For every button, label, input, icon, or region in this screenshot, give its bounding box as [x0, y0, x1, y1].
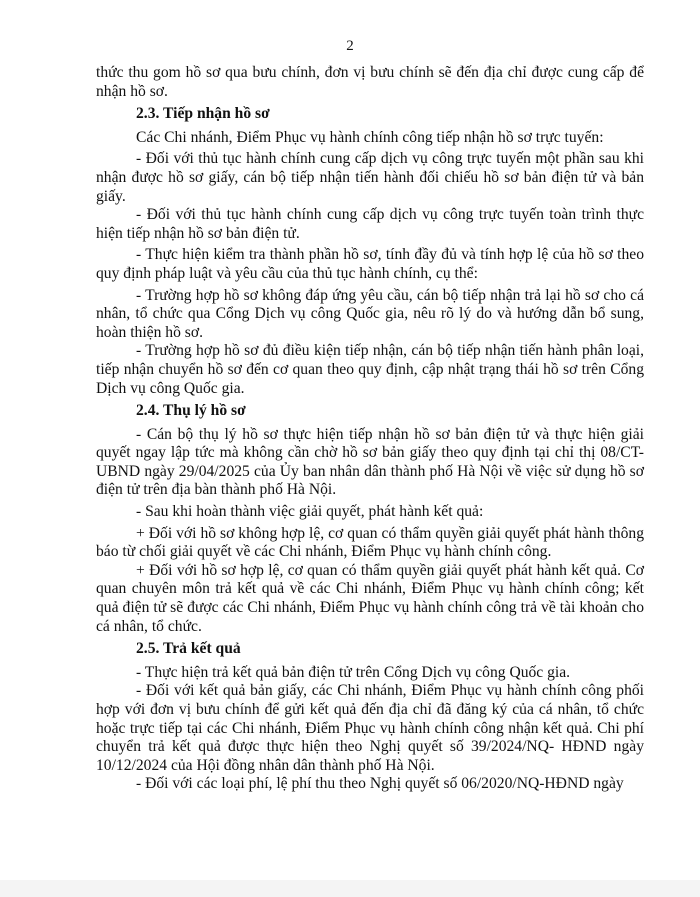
paragraph: - Đối với thủ tục hành chính cung cấp dịch vụ công trực tuyến một phần sau khi nhận được hồ sơ giấy, cán bộ tiếp nhận tiến hành đối chiếu hồ sơ bản điện tử và bản giấy. — [96, 150, 644, 205]
paragraph-continuation: thức thu gom hồ sơ qua bưu chính, đơn vị bưu chính sẽ đến địa chỉ được cung cấp để nhận hồ sơ. — [96, 64, 644, 100]
paragraph: - Đối với thủ tục hành chính cung cấp dịch vụ công trực tuyến toàn trình thực hiện tiếp nhận hồ sơ bản điện tử. — [96, 206, 644, 242]
section-heading-2-3: 2.3. Tiếp nhận hồ sơ — [136, 105, 270, 123]
paragraph: - Trường hợp hồ sơ đủ điều kiện tiếp nhận, cán bộ tiếp nhận tiến hành phân loại, tiếp nhận chuyển hồ sơ đến cơ quan theo quy định, cập nhật trạng thái hồ sơ trên Cổng Dịch vụ công Quốc gia. — [96, 342, 644, 397]
document-body — [96, 64, 644, 794]
paragraph: - Thực hiện trả kết quả bản điện tử trên Cổng Dịch vụ công Quốc gia. — [136, 663, 571, 681]
section-heading-2-4: 2.4. Thụ lý hồ sơ — [136, 402, 246, 420]
paragraph: - Đối với kết quả bản giấy, các Chi nhánh, Điểm Phục vụ hành chính công phối hợp với đơn vị bưu chính để gửi kết quả đến địa chỉ đã đăng ký của cá nhân, tổ chức hoặc trực tiếp tại các Chi nhánh, Điểm Phục vụ hành chính công nhận kết quả. Chi phí chuyển trả kết quả được thực hiện theo Nghị quyết số 39/2024/NQ- HĐND ngày 10/12/2024 của Hội đồng nhân dân thành phố Hà Nội. — [96, 682, 644, 774]
paragraph: + Đối với hồ sơ không hợp lệ, cơ quan có thẩm quyền giải quyết phát hành thông báo từ chối giải quyết về các Chi nhánh, Điểm Phục vụ hành chính công. — [96, 524, 644, 561]
paragraph: + Đối với hồ sơ hợp lệ, cơ quan có thẩm quyền giải quyết phát hành kết quả. Cơ quan chuyên môn trả kết quả về các Chi nhánh, Điểm Phục vụ hành chính công; kết quả điện tử sẽ được các Chi nhánh, Điểm Phục vụ hành chính công trả về tài khoản cho cá nhân, tổ chức. — [96, 561, 644, 635]
paragraph: - Trường hợp hồ sơ không đáp ứng yêu cầu, cán bộ tiếp nhận trả lại hồ sơ cho cá nhân, tổ chức qua Cổng Dịch vụ công Quốc gia, nêu rõ lý do và hướng dẫn bổ sung, hoàn thiện hồ sơ. — [96, 286, 644, 341]
section-heading-2-5: 2.5. Trả kết quả — [136, 640, 241, 658]
paragraph: - Đối với các loại phí, lệ phí thu theo Nghị quyết số 06/2020/NQ-HĐND ngày — [136, 775, 624, 793]
paragraph: Các Chi nhánh, Điểm Phục vụ hành chính công tiếp nhận hồ sơ trực tuyến: — [136, 128, 604, 146]
page-number: 2 — [346, 38, 354, 54]
paragraph: - Sau khi hoàn thành việc giải quyết, phát hành kết quả: — [136, 503, 484, 521]
paragraph: - Thực hiện kiểm tra thành phần hồ sơ, tính đầy đủ và tính hợp lệ của hồ sơ theo quy định pháp luật và yêu cầu của thủ tục hành chính, cụ thể: — [96, 246, 644, 282]
paragraph: - Cán bộ thụ lý hồ sơ thực hiện tiếp nhận hồ sơ bản điện tử và thực hiện giải quyết ngay lập tức mà không cần chờ hồ sơ bản giấy theo quy định tại chỉ thị 08/CT-UBND ngày 29/04/2025 của Ủy ban nhân dân thành phố Hà Nội về việc sử dụng hồ sơ điện tử trên địa bàn thành phố Hà Nội. — [96, 425, 644, 499]
